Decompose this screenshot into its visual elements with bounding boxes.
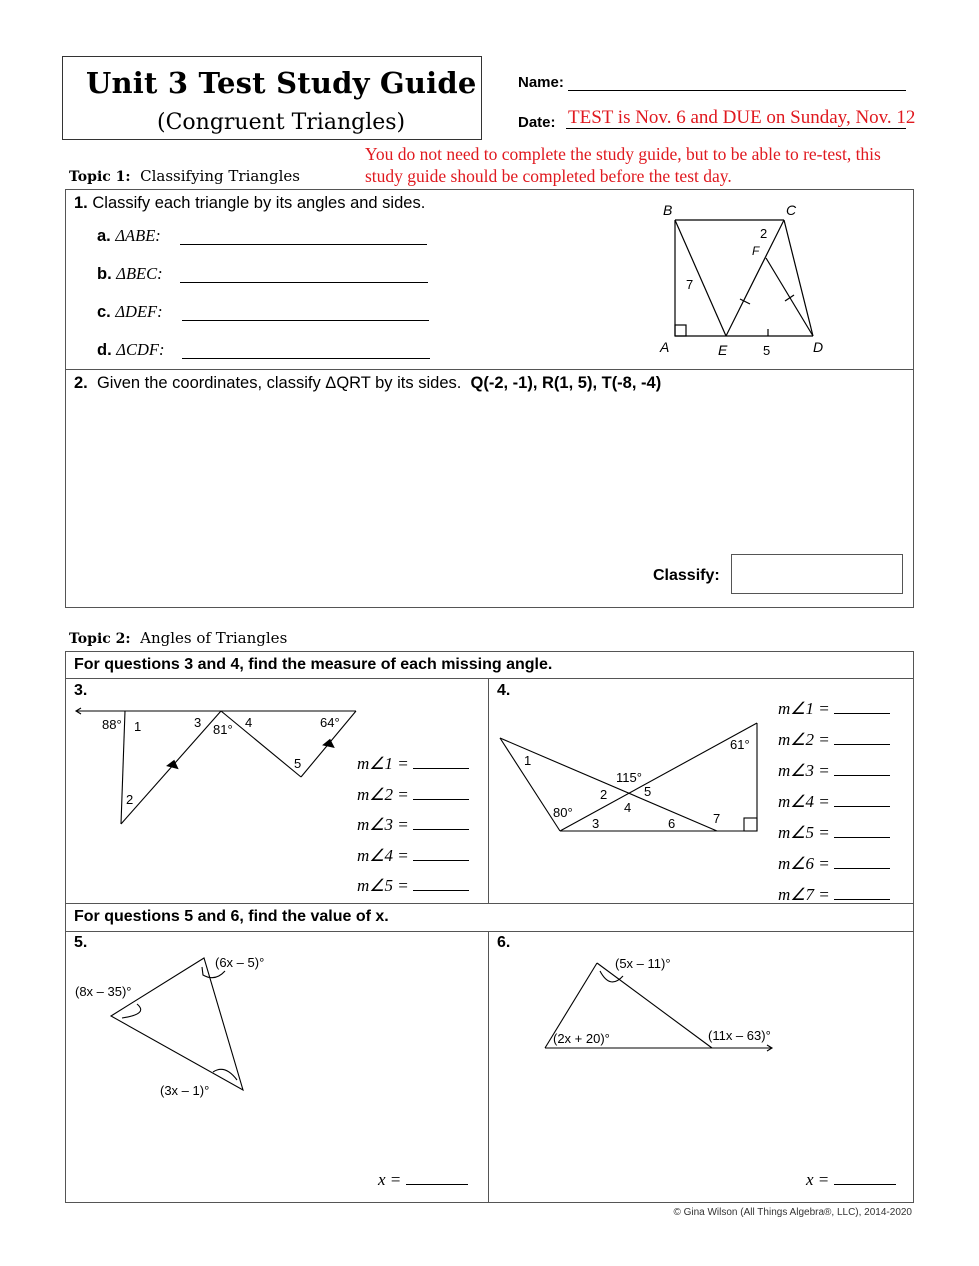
page-title: Unit 3 Test Study Guide (86, 66, 477, 100)
q4-answer-5: m∠5 = (778, 818, 890, 849)
note-line-1: You do not need to complete the study guide, but to be able to re-test, this (365, 144, 881, 164)
label-E: E (718, 342, 728, 358)
q5-figure (65, 940, 365, 1110)
svg-text:5: 5 (644, 784, 652, 799)
section-a-col-divider (488, 678, 489, 904)
label-F: F (752, 244, 760, 258)
q3-answer-2: m∠2 = (357, 780, 469, 811)
name-label: Name: (518, 74, 564, 91)
svg-text:64°: 64° (320, 715, 340, 730)
topic1-title: Classifying Triangles (140, 167, 300, 185)
svg-text:80°: 80° (553, 805, 573, 820)
topic2-heading (69, 629, 287, 647)
topic1-label: Topic 1: (69, 169, 131, 185)
svg-text:(2x + 20)°: (2x + 20)° (553, 1031, 610, 1046)
svg-text:3: 3 (194, 715, 202, 730)
classify-label: Classify: (653, 567, 720, 584)
question-1-prompt: 1. Classify each triangle by its angles and sides. (74, 194, 426, 212)
page-subtitle: (Congruent Triangles) (157, 110, 406, 135)
len-BE: 7 (686, 277, 694, 292)
svg-text:1: 1 (134, 719, 142, 734)
svg-text:61°: 61° (730, 737, 750, 752)
svg-text:(8x – 35)°: (8x – 35)° (75, 984, 132, 999)
q6-answer: x = (806, 1170, 896, 1190)
name-field[interactable] (568, 72, 906, 91)
q6-figure (490, 945, 790, 1060)
q3-answer-3: m∠3 = (357, 810, 469, 841)
label-D: D (813, 339, 824, 355)
svg-text:(3x – 1)°: (3x – 1)° (160, 1083, 210, 1098)
svg-text:7: 7 (713, 811, 721, 826)
q6-number: 6. (497, 934, 511, 951)
q1-figure (640, 195, 840, 365)
label-C: C (786, 202, 797, 218)
q1-item-a: a. ΔABE: (97, 226, 161, 245)
q4-answer-3: m∠3 = (778, 756, 890, 787)
q4-answers (778, 694, 890, 911)
q4-answer-6: m∠6 = (778, 849, 890, 880)
q3-answer-4: m∠4 = (357, 841, 469, 872)
svg-text:6: 6 (668, 816, 676, 831)
topic2-label: Topic 2: (69, 631, 131, 647)
q4-answer-4: m∠4 = (778, 787, 890, 818)
section-b-divider (65, 931, 914, 932)
q5-answer: x = (378, 1170, 468, 1190)
q4-answer-7: m∠7 = (778, 880, 890, 911)
svg-text:2: 2 (126, 792, 134, 807)
topic1-heading (69, 167, 300, 185)
len-CF: 2 (760, 226, 768, 241)
svg-text:1: 1 (524, 753, 532, 768)
section-b-col-divider (488, 931, 489, 1203)
svg-text:4: 4 (245, 715, 253, 730)
question-2-prompt: 2. Given the coordinates, classify ΔQRT by its sides. Q(-2, -1), R(1, 5), T(-8, -4) (74, 374, 662, 392)
q1-item-d: d. ΔCDF: (97, 340, 165, 359)
topic2-title: Angles of Triangles (140, 629, 288, 647)
q5-number: 5. (74, 934, 88, 951)
q6-answer-field[interactable] (834, 1184, 896, 1185)
svg-text:3: 3 (592, 816, 600, 831)
q4-figure (490, 690, 780, 840)
q1-answer-d[interactable] (182, 342, 430, 359)
svg-text:88°: 88° (102, 717, 122, 732)
q2-points: Q(-2, -1), R(1, 5), T(-8, -4) (470, 374, 662, 392)
label-B: B (663, 202, 673, 218)
q1-answer-b[interactable] (180, 266, 428, 283)
svg-text:5: 5 (294, 756, 302, 771)
svg-text:2: 2 (600, 787, 608, 802)
q4-answer-1: m∠1 = (778, 694, 890, 725)
section-a-divider (65, 678, 914, 679)
label-A: A (660, 339, 670, 355)
copyright: © Gina Wilson (All Things Algebra®, LLC), 2014-2020 (673, 1207, 912, 1218)
q1-answer-c[interactable] (182, 304, 429, 321)
svg-text:115°: 115° (616, 770, 642, 785)
len-ED: 5 (763, 343, 771, 358)
section-b-header: For questions 5 and 6, find the value of x. (74, 908, 389, 925)
svg-text:(11x – 63)°: (11x – 63)° (708, 1028, 771, 1043)
q4-answer-2: m∠2 = (778, 725, 890, 756)
svg-text:81°: 81° (213, 722, 233, 737)
q1-answer-a[interactable] (180, 228, 427, 245)
date-label: Date: (518, 114, 556, 131)
date-value: TEST is Nov. 6 and DUE on Sunday, Nov. 12 (568, 107, 916, 128)
q3-answer-5: m∠5 = (357, 871, 469, 902)
classify-input[interactable] (731, 554, 903, 594)
svg-text:(6x – 5)°: (6x – 5)° (215, 955, 265, 970)
q3-number: 3. (74, 682, 88, 699)
q3-answer-1: m∠1 = (357, 749, 469, 780)
q3-figure (65, 695, 365, 835)
svg-text:(5x – 11)°: (5x – 11)° (615, 956, 671, 971)
svg-text:4: 4 (624, 800, 632, 815)
section-a-header: For questions 3 and 4, find the measure of each missing angle. (74, 656, 553, 673)
q1-item-c: c. ΔDEF: (97, 302, 163, 321)
q1-item-b: b. ΔBEC: (97, 264, 163, 283)
q4-number: 4. (497, 682, 511, 699)
q3-answers (357, 749, 469, 902)
note-line-2: study guide should be completed before the test day. (365, 166, 732, 186)
q5-answer-field[interactable] (406, 1184, 468, 1185)
